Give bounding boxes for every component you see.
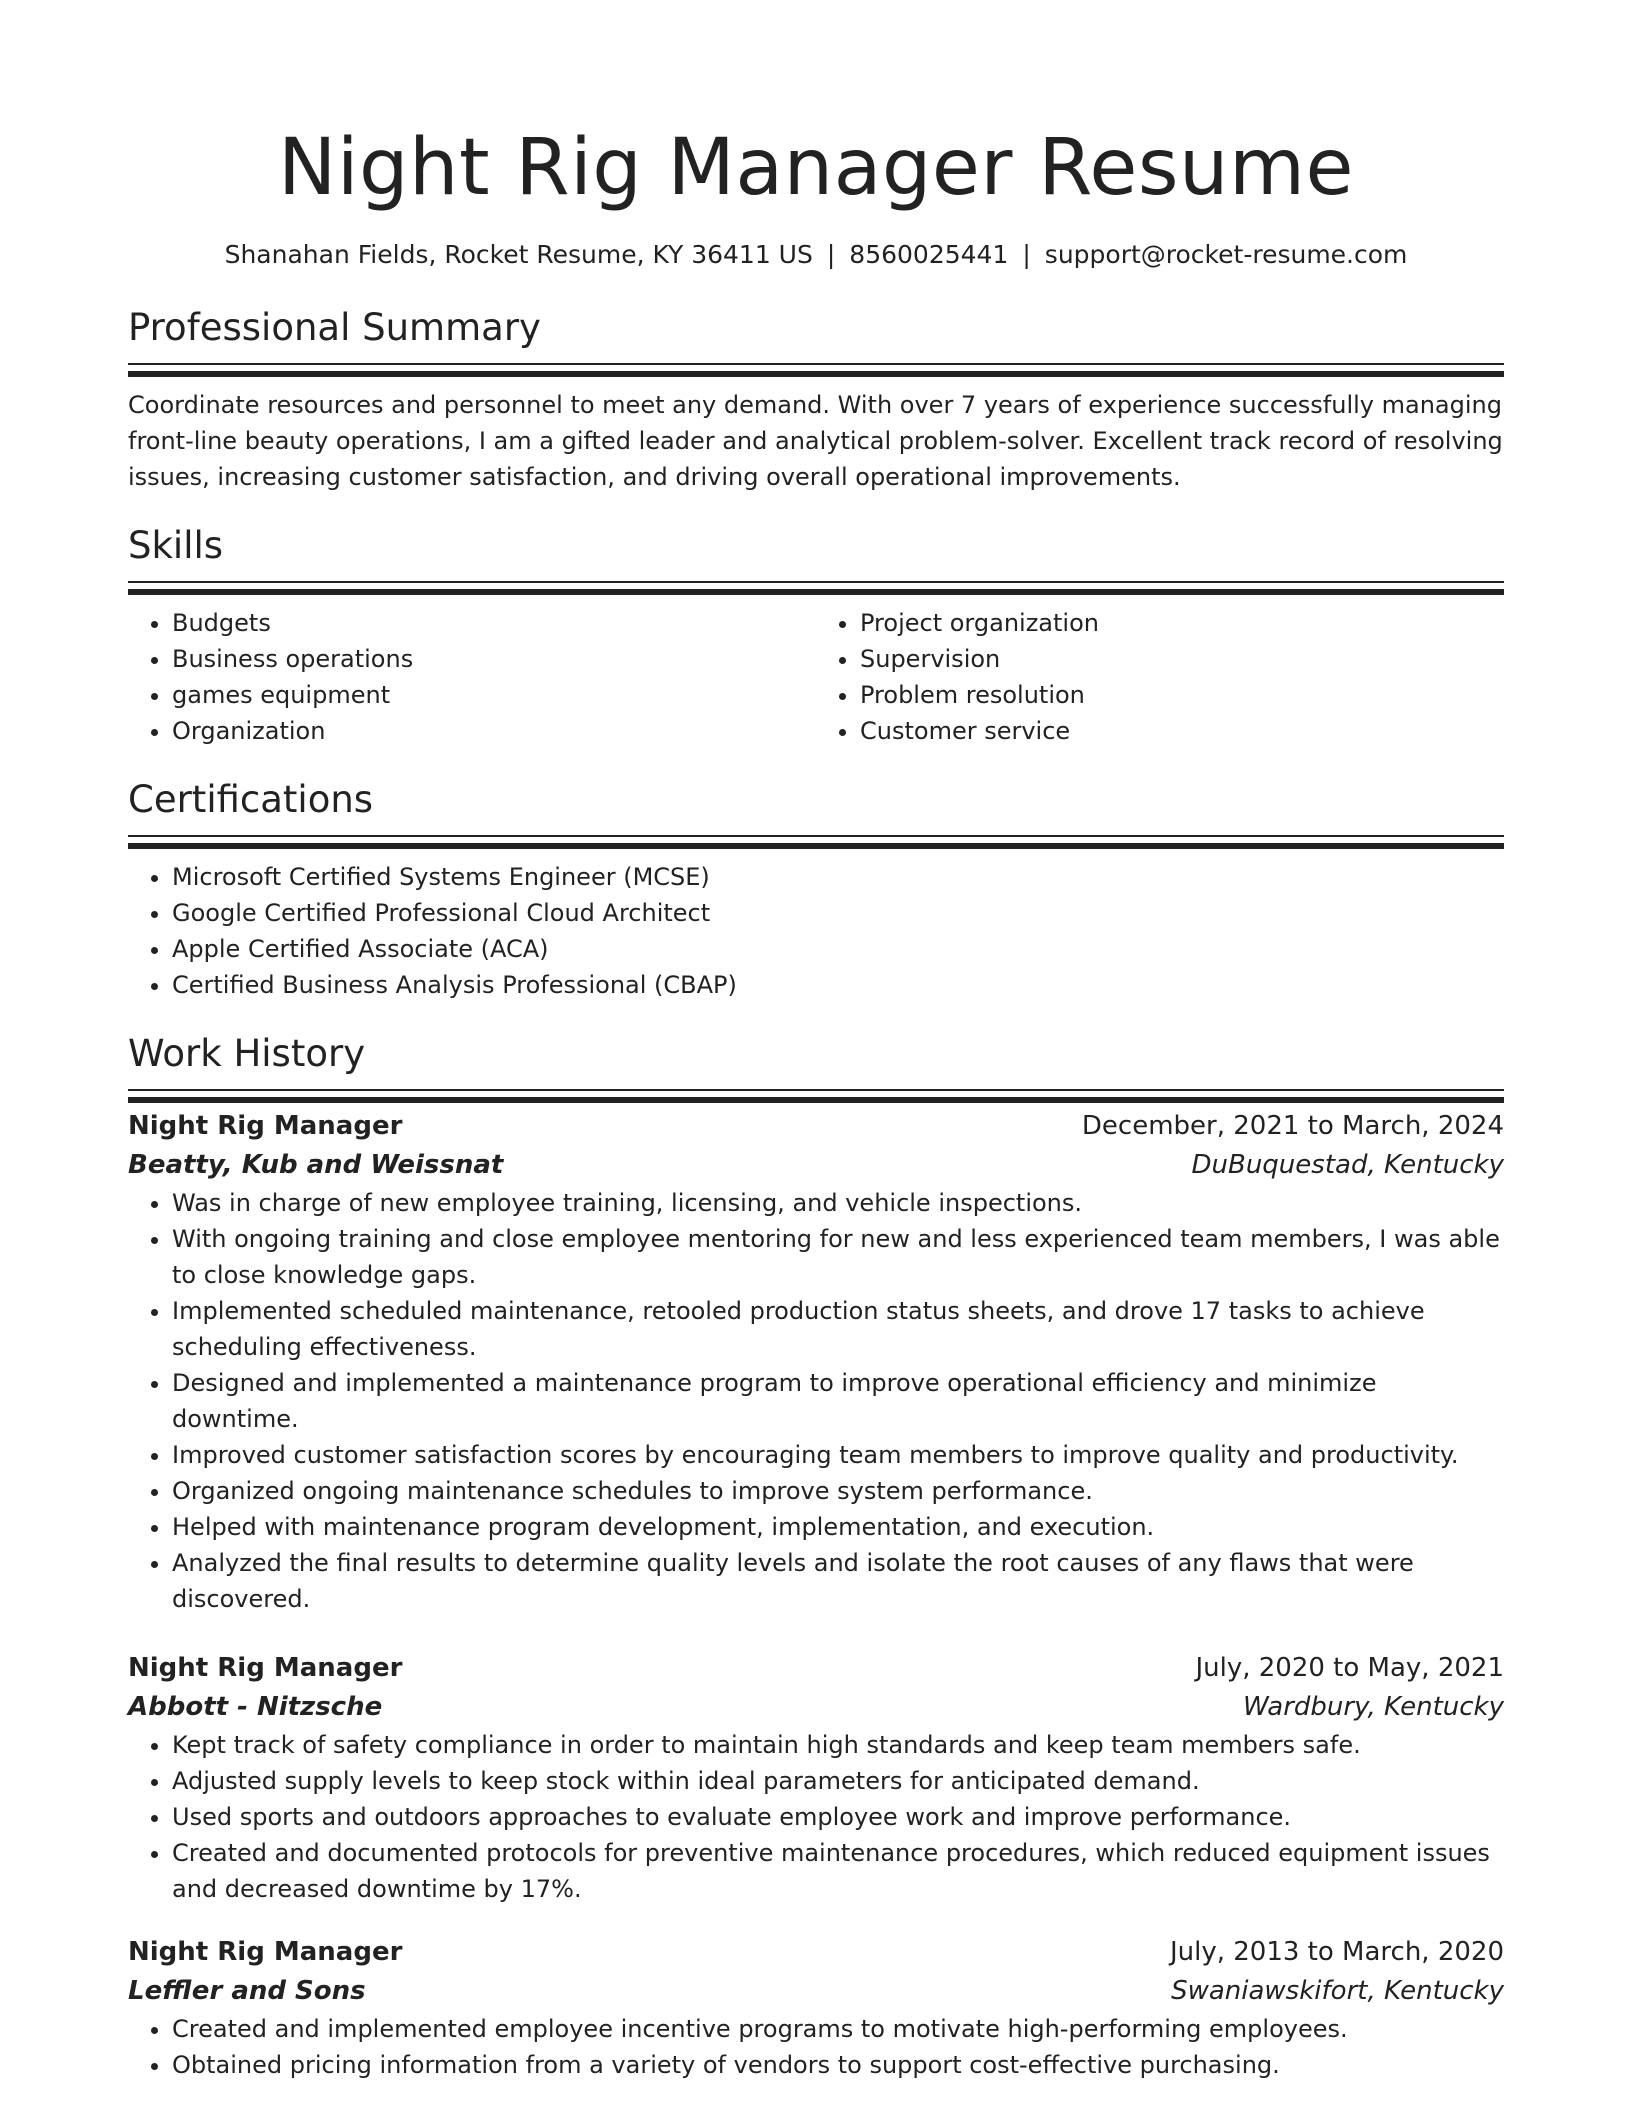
job-dates: July, 2020 to May, 2021 bbox=[1195, 1653, 1504, 1683]
work-history-heading: Work History bbox=[128, 1032, 366, 1075]
summary-heading: Professional Summary bbox=[128, 306, 541, 349]
job-title-row bbox=[128, 1649, 1504, 1688]
job-title: Night Rig Manager bbox=[128, 1937, 403, 1967]
job-bullet: • Adjusted supply levels to keep stock within ideal parameters for anticipated demand. bbox=[172, 1763, 1504, 1799]
skill-item: • Problem resolution bbox=[860, 677, 1504, 713]
certification-item: • Certified Business Analysis Professional (CBAP) bbox=[172, 967, 1504, 1003]
skills-grid bbox=[128, 605, 1504, 749]
job-entry bbox=[128, 1107, 1504, 1617]
job-company-row bbox=[128, 1146, 1504, 1185]
job-bullet: • Created and documented protocols for preventive maintenance procedures, which reduced equipment issues and decreased downtime by 17%. bbox=[172, 1835, 1504, 1907]
skills-section bbox=[128, 523, 1504, 749]
certification-item: • Google Certified Professional Cloud Architect bbox=[172, 895, 1504, 931]
job-entry bbox=[128, 1933, 1504, 2083]
job-bullets bbox=[128, 2011, 1504, 2083]
section-divider bbox=[128, 363, 1504, 365]
summary-text: Coordinate resources and personnel to meet any demand. With over 7 years of experience successfully managing front-line beauty operations, I am a gifted leader and analytical problem-solver. Excellent track record of resolving issues, increasing customer satisfaction, and driving overall operational improvements. bbox=[128, 391, 1503, 491]
certifications-section bbox=[128, 777, 1504, 1003]
skills-list-left bbox=[128, 605, 816, 749]
job-bullet: • Obtained pricing information from a variety of vendors to support cost-effective purchasing. bbox=[172, 2047, 1504, 2083]
job-bullet: • With ongoing training and close employee mentoring for new and less experienced team members, I was able to close knowledge gaps. bbox=[172, 1221, 1504, 1293]
skill-item: • games equipment bbox=[172, 677, 816, 713]
certifications-heading: Certifications bbox=[128, 778, 374, 821]
contact-phone: 8560025441 bbox=[849, 240, 1009, 269]
resume-title: Night Rig Manager Resume bbox=[278, 123, 1354, 213]
job-title-row bbox=[128, 1933, 1504, 1972]
skill-item: • Customer service bbox=[860, 713, 1504, 749]
work-history-section bbox=[128, 1031, 1504, 2083]
job-company: Beatty, Kub and Weissnat bbox=[128, 1150, 504, 1180]
skill-item: • Organization bbox=[172, 713, 816, 749]
contact-email: support@rocket-resume.com bbox=[1044, 240, 1408, 269]
job-location: Swaniawskifort, Kentucky bbox=[1171, 1976, 1504, 2006]
section-divider bbox=[128, 581, 1504, 583]
job-entry bbox=[128, 1649, 1504, 1907]
job-bullet: • Kept track of safety compliance in order to maintain high standards and keep team members safe. bbox=[172, 1727, 1504, 1763]
skill-item: • Budgets bbox=[172, 605, 816, 641]
section-divider bbox=[128, 1089, 1504, 1091]
job-bullet: • Improved customer satisfaction scores by encouraging team members to improve quality and productivity. bbox=[172, 1437, 1504, 1473]
contact-address: Shanahan Fields, Rocket Resume, KY 36411 US bbox=[224, 240, 813, 269]
job-bullet: • Created and implemented employee incentive programs to motivate high-performing employees. bbox=[172, 2011, 1504, 2047]
job-location: Wardbury, Kentucky bbox=[1243, 1692, 1504, 1722]
skill-item: • Project organization bbox=[860, 605, 1504, 641]
job-title: Night Rig Manager bbox=[128, 1653, 403, 1683]
contact-line bbox=[128, 238, 1504, 272]
job-bullets bbox=[128, 1185, 1504, 1617]
job-bullet: • Used sports and outdoors approaches to evaluate employee work and improve performance. bbox=[172, 1799, 1504, 1835]
job-title: Night Rig Manager bbox=[128, 1111, 403, 1141]
job-bullet: • Was in charge of new employee training, licensing, and vehicle inspections. bbox=[172, 1185, 1504, 1221]
job-bullet: • Designed and implemented a maintenance program to improve operational efficiency and minimize downtime. bbox=[172, 1365, 1504, 1437]
job-bullet: • Organized ongoing maintenance schedules to improve system performance. bbox=[172, 1473, 1504, 1509]
certification-item: • Microsoft Certified Systems Engineer (MCSE) bbox=[172, 859, 1504, 895]
summary-section bbox=[128, 305, 1504, 495]
job-company-row bbox=[128, 1688, 1504, 1727]
skill-item: • Business operations bbox=[172, 641, 816, 677]
job-company: Leffler and Sons bbox=[128, 1976, 366, 2006]
section-divider bbox=[128, 835, 1504, 837]
job-dates: December, 2021 to March, 2024 bbox=[1081, 1111, 1504, 1141]
certification-item: • Apple Certified Associate (ACA) bbox=[172, 931, 1504, 967]
contact-separator: | bbox=[826, 240, 836, 269]
job-bullets bbox=[128, 1727, 1504, 1907]
job-bullet: • Helped with maintenance program development, implementation, and execution. bbox=[172, 1509, 1504, 1545]
contact-separator: | bbox=[1022, 240, 1031, 269]
skills-list-right bbox=[816, 605, 1504, 749]
certifications-list bbox=[128, 859, 1504, 1003]
job-location: DuBuquestad, Kentucky bbox=[1191, 1150, 1504, 1180]
job-bullet: • Analyzed the final results to determine quality levels and isolate the root causes of any flaws that were discovered. bbox=[172, 1545, 1504, 1617]
job-company: Abbott - Nitzsche bbox=[128, 1692, 383, 1722]
job-bullet: • Implemented scheduled maintenance, retooled production status sheets, and drove 17 tasks to achieve scheduling effectiveness. bbox=[172, 1293, 1504, 1365]
job-company-row bbox=[128, 1972, 1504, 2011]
skill-item: • Supervision bbox=[860, 641, 1504, 677]
skills-heading: Skills bbox=[128, 524, 224, 567]
resume-page bbox=[128, 0, 1504, 2083]
job-dates: July, 2013 to March, 2020 bbox=[1169, 1937, 1504, 1967]
job-title-row bbox=[128, 1107, 1504, 1146]
